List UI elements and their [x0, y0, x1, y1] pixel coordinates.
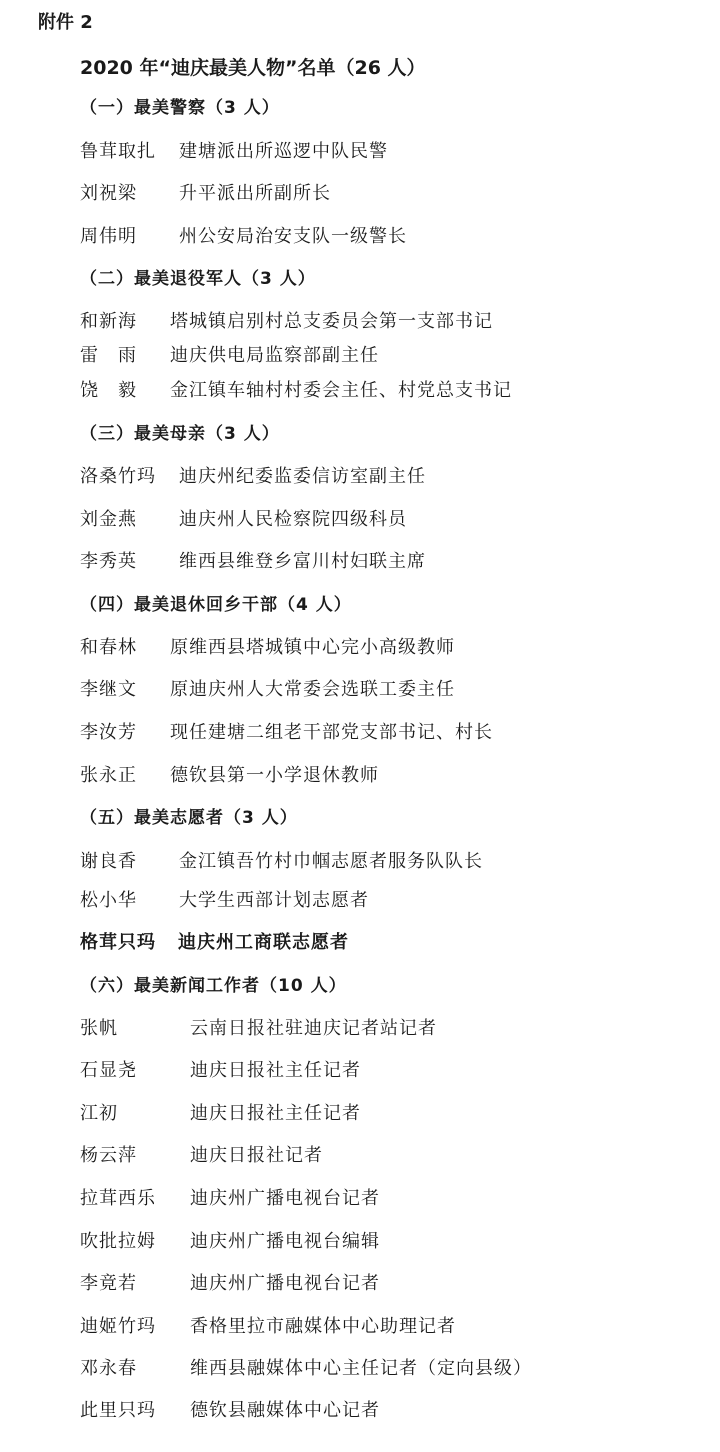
person-title: 迪庆州广播电视台记者 — [190, 1188, 380, 1209]
person-name: 周伟明 — [80, 226, 137, 247]
person-name: 饶 毅 — [80, 380, 137, 401]
person-title: 迪庆州广播电视台记者 — [190, 1273, 380, 1294]
person-title: 金江镇吾竹村巾帼志愿者服务队队长 — [179, 851, 483, 872]
section-heading-mothers: （三）最美母亲（3 人） — [80, 424, 280, 444]
person-title: 迪庆州广播电视台编辑 — [190, 1231, 380, 1252]
person-title: 迪庆日报社主任记者 — [190, 1060, 361, 1081]
person-title: 云南日报社驻迪庆记者站记者 — [190, 1018, 437, 1039]
person-name: 杨云萍 — [80, 1145, 137, 1166]
person-name: 鲁茸取扎 — [80, 141, 156, 162]
person-name: 洛桑竹玛 — [80, 466, 156, 487]
person-title: 香格里拉市融媒体中心助理记者 — [190, 1316, 456, 1337]
person-name: 和春林 — [80, 637, 137, 658]
person-title: 德钦县第一小学退休教师 — [170, 765, 379, 786]
person-name: 邓永春 — [80, 1358, 137, 1379]
person-name: 松小华 — [80, 890, 137, 911]
section-heading-volunteers: （五）最美志愿者（3 人） — [80, 808, 298, 828]
person-title: 迪庆供电局监察部副主任 — [170, 345, 379, 366]
person-name: 吹批拉姆 — [80, 1231, 156, 1252]
person-name: 和新海 — [80, 311, 137, 332]
person-name: 李竟若 — [80, 1273, 137, 1294]
section-heading-police: （一）最美警察（3 人） — [80, 98, 280, 118]
person-name: 李秀英 — [80, 551, 137, 572]
person-title: 现任建塘二组老干部党支部书记、村长 — [170, 722, 493, 743]
person-name: 此里只玛 — [80, 1400, 156, 1421]
person-name: 谢良香 — [80, 851, 137, 872]
section-heading-retired-cadres: （四）最美退休回乡干部（4 人） — [80, 595, 352, 615]
attachment-label: 附件 2 — [38, 12, 93, 33]
person-title: 建塘派出所巡逻中队民警 — [179, 141, 388, 162]
person-name: 刘金燕 — [80, 509, 137, 530]
person-name: 格茸只玛 — [80, 932, 156, 953]
person-name: 江初 — [80, 1103, 118, 1124]
person-name: 李汝芳 — [80, 722, 137, 743]
person-title: 迪庆州人民检察院四级科员 — [179, 509, 407, 530]
person-name: 迪姬竹玛 — [80, 1316, 156, 1337]
section-heading-veterans: （二）最美退役军人（3 人） — [80, 269, 316, 289]
person-name: 李继文 — [80, 679, 137, 700]
person-title: 州公安局治安支队一级警长 — [179, 226, 407, 247]
person-name: 刘祝梁 — [80, 183, 137, 204]
person-title: 维西县融媒体中心主任记者（定向县级） — [190, 1358, 532, 1379]
person-title: 原迪庆州人大常委会选联工委主任 — [170, 679, 455, 700]
person-title: 金江镇车轴村村委会主任、村党总支书记 — [170, 380, 512, 401]
person-name: 张帆 — [80, 1018, 118, 1039]
person-title: 维西县维登乡富川村妇联主席 — [179, 551, 426, 572]
person-title: 迪庆日报社记者 — [190, 1145, 323, 1166]
person-title: 迪庆州纪委监委信访室副主任 — [179, 466, 426, 487]
person-title: 迪庆州工商联志愿者 — [178, 932, 349, 953]
person-title: 塔城镇启别村总支委员会第一支部书记 — [170, 311, 493, 332]
person-title: 迪庆日报社主任记者 — [190, 1103, 361, 1124]
person-title: 德钦县融媒体中心记者 — [190, 1400, 380, 1421]
person-title: 大学生西部计划志愿者 — [179, 890, 369, 911]
person-title: 升平派出所副所长 — [179, 183, 331, 204]
person-name: 拉茸西乐 — [80, 1188, 156, 1209]
section-heading-journalists: （六）最美新闻工作者（10 人） — [80, 976, 347, 996]
document-title: 2020 年“迪庆最美人物”名单（26 人） — [80, 57, 426, 79]
person-title: 原维西县塔城镇中心完小高级教师 — [170, 637, 455, 658]
person-name: 张永正 — [80, 765, 137, 786]
person-name: 雷 雨 — [80, 345, 137, 366]
person-name: 石显尧 — [80, 1060, 137, 1081]
